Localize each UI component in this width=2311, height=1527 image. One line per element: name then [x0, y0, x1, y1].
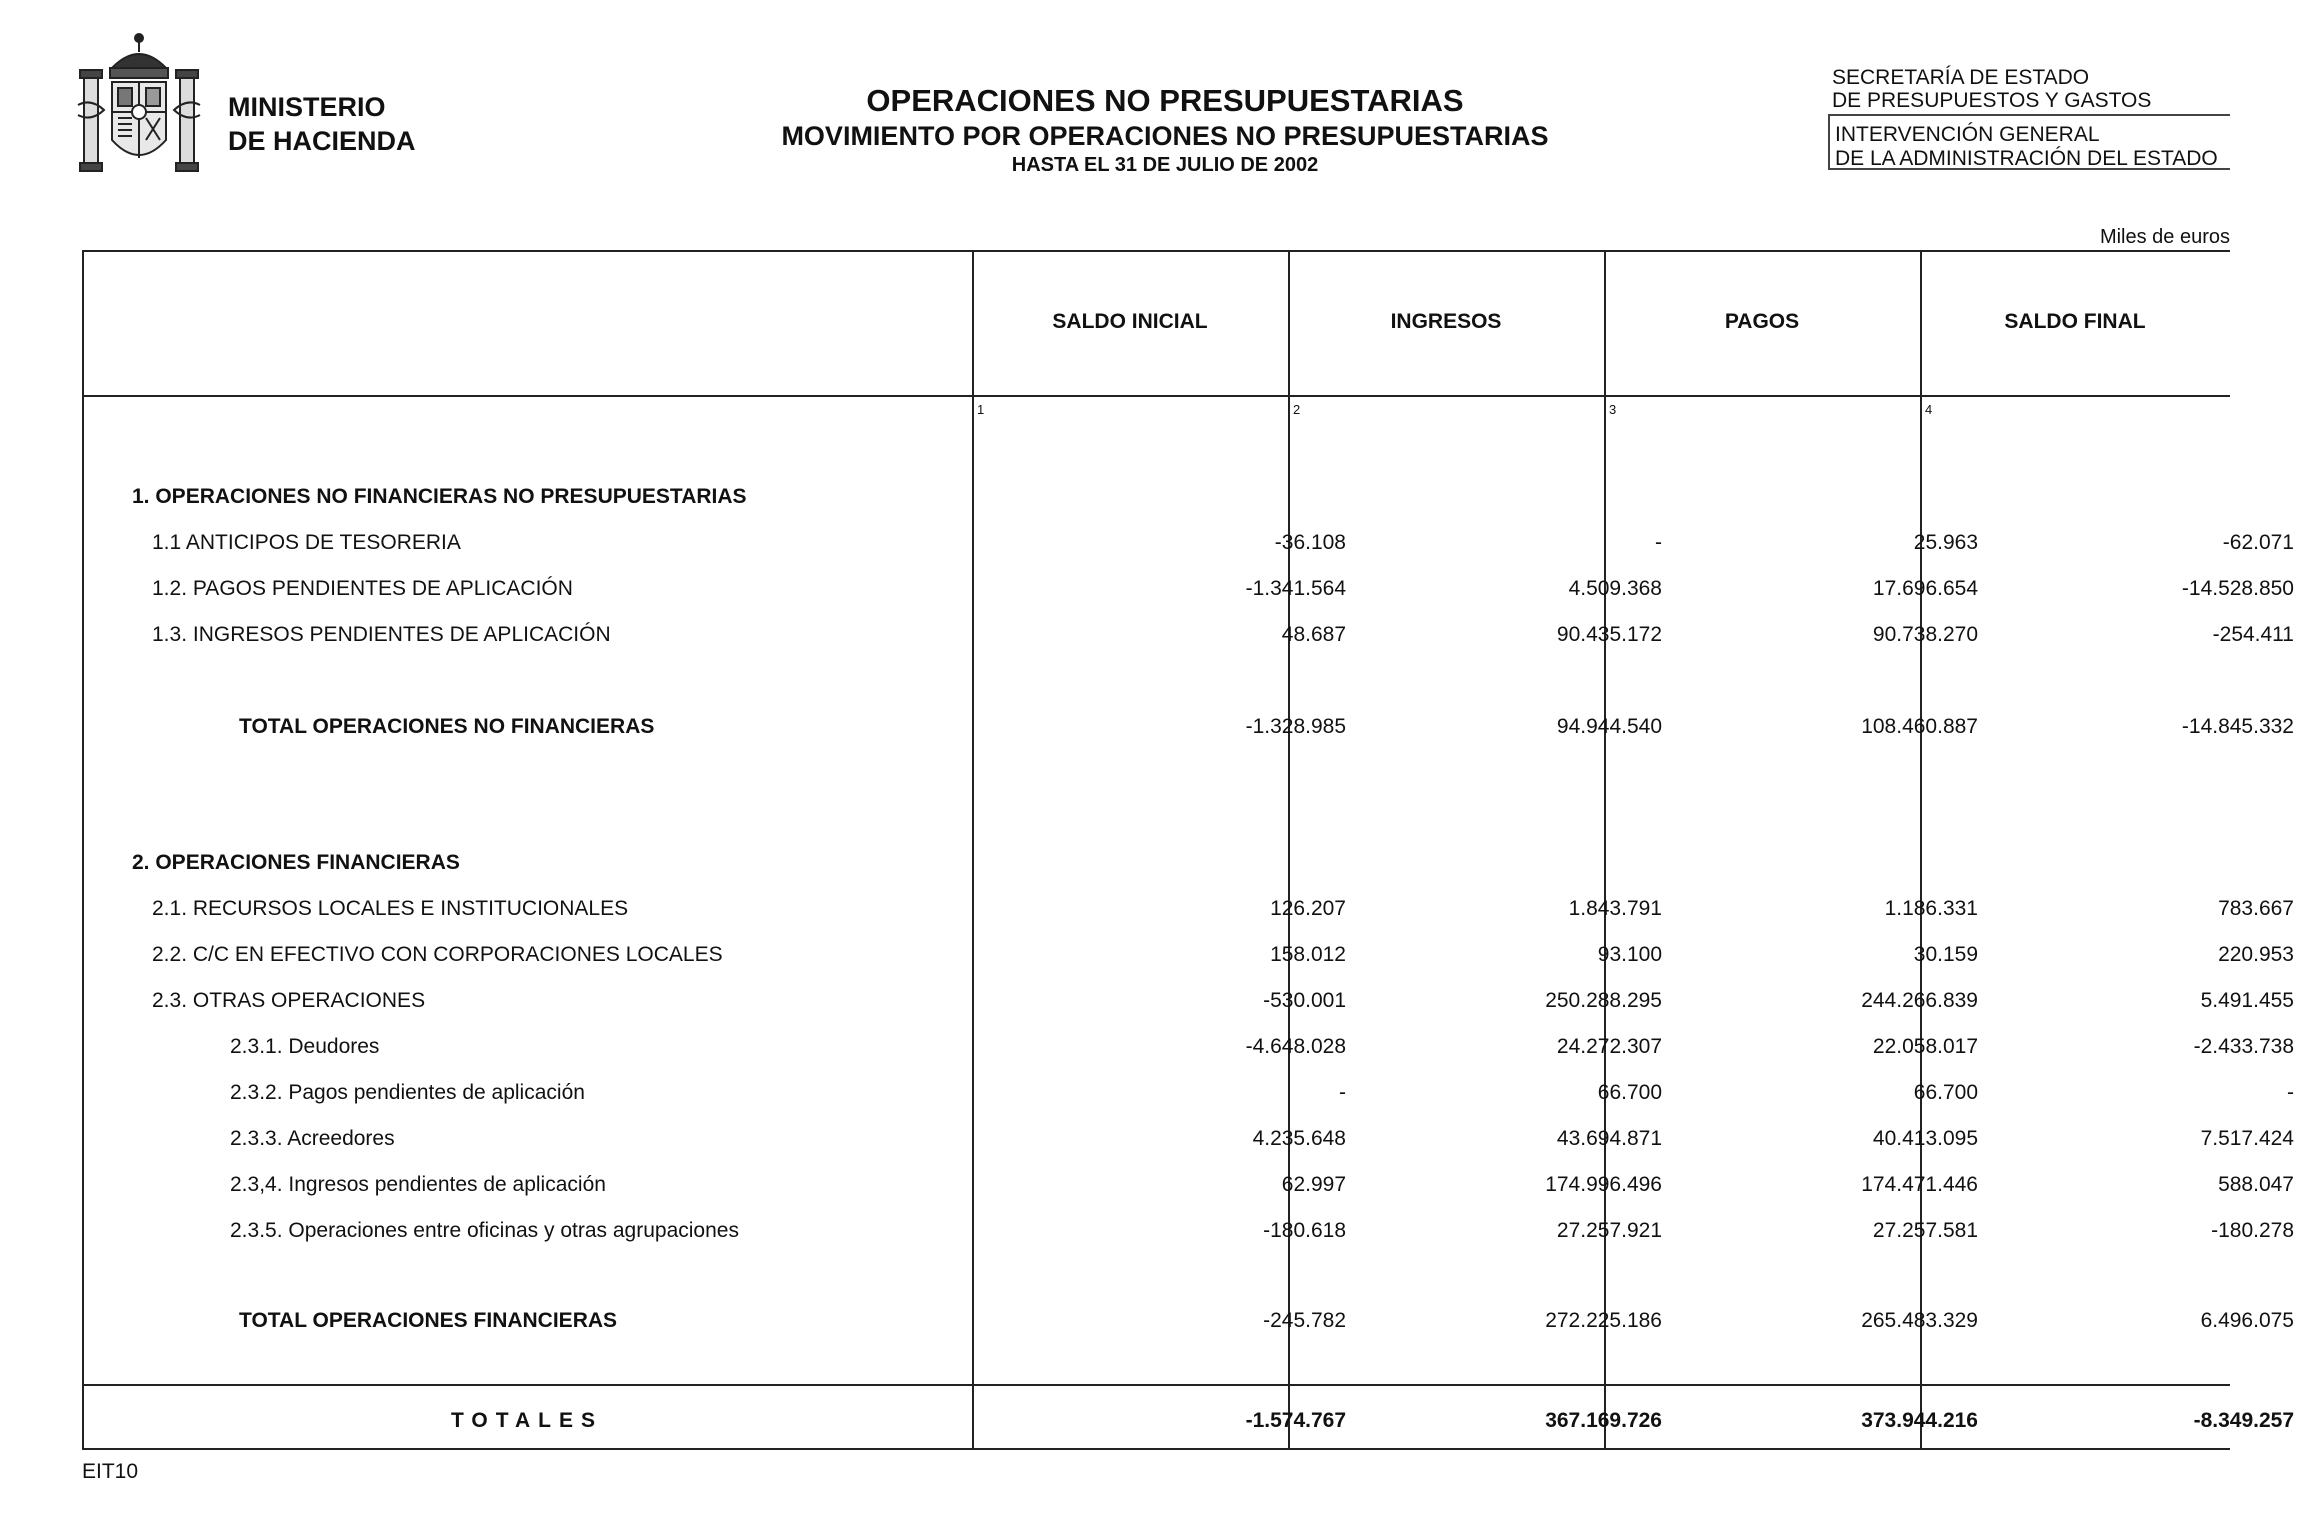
intervencion-block: [1828, 114, 2230, 170]
cell-ingresos: 93.100: [1597, 943, 1662, 966]
table-top-border: [82, 250, 2230, 252]
cell-saldo-inicial: -1.328.985: [1245, 715, 1346, 738]
cell-saldo-final: 783.667: [2218, 897, 2294, 920]
cell-saldo-inicial: 126.207: [1270, 897, 1346, 920]
cell-ingresos: 24.272.307: [1556, 1035, 1662, 1058]
ministry-line1: MINISTERIO: [228, 92, 386, 122]
table-row: [82, 1209, 2294, 1249]
row-label: 2.3.1. Deudores: [230, 1035, 380, 1058]
cell-ingresos: 66.700: [1597, 1081, 1662, 1104]
ministry-name: [228, 90, 416, 158]
intervencion-line2: DE LA ADMINISTRACIÓN DEL ESTADO: [1835, 147, 2218, 170]
cell-saldo-inicial: 62.997: [1281, 1173, 1346, 1196]
total-saldo-final: -8.349.257: [2193, 1409, 2294, 1432]
cell-pagos: 1.186.331: [1884, 897, 1978, 920]
table-row: [82, 613, 2294, 653]
table-row: [82, 1025, 2294, 1065]
cell-saldo-inicial: -: [1339, 1081, 1346, 1104]
cell-saldo-final: -180.278: [2211, 1219, 2294, 1242]
coat-of-arms-icon: [74, 30, 204, 185]
secretaria-block: [1832, 66, 2232, 112]
total-ingresos: 367.169.726: [1545, 1409, 1662, 1432]
table-row: [82, 521, 2294, 561]
table-bottom-border: [82, 1448, 2230, 1450]
total-saldo-inicial: -1.574.767: [1245, 1409, 1346, 1432]
cell-saldo-inicial: -4.648.028: [1245, 1035, 1346, 1058]
intervencion-line1: INTERVENCIÓN GENERAL: [1835, 123, 2100, 146]
row-label: 2.3.2. Pagos pendientes de aplicación: [230, 1081, 585, 1104]
cell-pagos: 40.413.095: [1872, 1127, 1978, 1150]
cell-pagos: 22.058.017: [1872, 1035, 1978, 1058]
column-header-saldo-inicial: SALDO INICIAL: [1052, 310, 1208, 333]
total-pagos: 373.944.216: [1861, 1409, 1978, 1432]
cell-ingresos: 174.996.496: [1545, 1173, 1662, 1196]
column-number: 4: [1925, 402, 1933, 417]
secretaria-line2: DE PRESUPUESTOS Y GASTOS: [1832, 89, 2152, 112]
cell-ingresos: 94.944.540: [1556, 715, 1662, 738]
totals-top-border: [82, 1384, 2230, 1386]
cell-saldo-final: -14.528.850: [2181, 577, 2294, 600]
cell-pagos: 90.738.270: [1872, 623, 1978, 646]
cell-ingresos: 90.435.172: [1556, 623, 1662, 646]
table-row: [82, 979, 2294, 1019]
report-subtitle: MOVIMIENTO POR OPERACIONES NO PRESUPUESTARIAS: [781, 121, 1549, 151]
cell-pagos: 265.483.329: [1861, 1309, 1978, 1332]
cell-pagos: 25.963: [1913, 531, 1978, 554]
cell-saldo-final: -: [2287, 1081, 2294, 1104]
cell-pagos: 17.696.654: [1872, 577, 1978, 600]
subtotal-row: [82, 1299, 2294, 1339]
row-label: 2.2. C/C EN EFECTIVO CON CORPORACIONES LOCALES: [152, 943, 723, 966]
table-row: [82, 1163, 2294, 1203]
report-title: OPERACIONES NO PRESUPUESTARIAS: [866, 83, 1464, 118]
totals-label: TOTALES: [450, 1409, 604, 1432]
cell-saldo-inicial: -36.108: [1274, 531, 1346, 554]
cell-saldo-inicial: -1.341.564: [1245, 577, 1346, 600]
row-label: 1.2. PAGOS PENDIENTES DE APLICACIÓN: [152, 577, 573, 600]
cell-saldo-final: -14.845.332: [2181, 715, 2294, 738]
row-label: 2.3. OTRAS OPERACIONES: [152, 989, 426, 1012]
row-label: 2.3.5. Operaciones entre oficinas y otras agrupaciones: [230, 1219, 739, 1242]
column-header-saldo-final: SALDO FINAL: [2004, 310, 2146, 333]
cell-ingresos: 43.694.871: [1556, 1127, 1662, 1150]
cell-pagos: 244.266.839: [1861, 989, 1978, 1012]
table-row: [82, 933, 2294, 973]
row-label: 1.1 ANTICIPOS DE TESORERIA: [152, 531, 461, 554]
header-bottom-border: [82, 395, 2230, 397]
column-number: 1: [977, 402, 985, 417]
cell-pagos: 108.460.887: [1861, 715, 1978, 738]
cell-pagos: 66.700: [1913, 1081, 1978, 1104]
totals-row: [82, 1399, 2294, 1439]
cell-saldo-inicial: 4.235.648: [1252, 1127, 1346, 1150]
table-row: [82, 1117, 2294, 1157]
cell-saldo-inicial: 48.687: [1281, 623, 1346, 646]
operations-table: [82, 250, 2294, 1450]
form-code: EIT10: [82, 1460, 139, 1483]
row-label: TOTAL OPERACIONES FINANCIERAS: [239, 1309, 618, 1332]
table-row: [82, 841, 2230, 881]
cell-saldo-inicial: -180.618: [1263, 1219, 1346, 1242]
row-label: TOTAL OPERACIONES NO FINANCIERAS: [239, 715, 655, 738]
column-header-ingresos: INGRESOS: [1390, 310, 1502, 333]
row-label: 1.3. INGRESOS PENDIENTES DE APLICACIÓN: [152, 623, 611, 646]
cell-saldo-final: 588.047: [2218, 1173, 2294, 1196]
units-label: Miles de euros: [2099, 226, 2230, 248]
row-label: 2.3.3. Acreedores: [230, 1127, 395, 1150]
cell-ingresos: -: [1655, 531, 1662, 554]
subtotal-row: [82, 705, 2294, 745]
cell-saldo-final: 7.517.424: [2200, 1127, 2294, 1150]
table-row: [82, 567, 2294, 607]
table-row: [82, 475, 2230, 515]
report-date: HASTA EL 31 DE JULIO DE 2002: [1011, 154, 1319, 176]
cell-pagos: 27.257.581: [1872, 1219, 1978, 1242]
cell-ingresos: 1.843.791: [1568, 897, 1662, 920]
cell-saldo-final: 6.496.075: [2200, 1309, 2294, 1332]
cell-saldo-final: 5.491.455: [2200, 989, 2294, 1012]
table-row: [82, 1071, 2294, 1111]
row-label: 1. OPERACIONES NO FINANCIERAS NO PRESUPUESTARIAS: [132, 485, 747, 508]
cell-saldo-final: -254.411: [2212, 623, 2294, 646]
cell-ingresos: 272.225.186: [1545, 1309, 1662, 1332]
row-label: 2. OPERACIONES FINANCIERAS: [132, 851, 460, 874]
cell-saldo-final: -2.433.738: [2193, 1035, 2294, 1058]
cell-saldo-final: 220.953: [2218, 943, 2294, 966]
row-label: 2.3,4. Ingresos pendientes de aplicación: [230, 1173, 606, 1196]
cell-pagos: 174.471.446: [1861, 1173, 1978, 1196]
cell-ingresos: 27.257.921: [1556, 1219, 1662, 1242]
column-number: 3: [1609, 402, 1617, 417]
table-row: [82, 887, 2294, 927]
cell-saldo-final: -62.071: [2222, 531, 2294, 554]
cell-saldo-inicial: 158.012: [1270, 943, 1346, 966]
row-label: 2.1. RECURSOS LOCALES E INSTITUCIONALES: [152, 897, 629, 920]
report-titles: [620, 82, 1710, 178]
secretaria-line1: SECRETARÍA DE ESTADO: [1832, 66, 2090, 89]
column-number: 2: [1293, 402, 1301, 417]
ministry-line2: DE HACIENDA: [228, 126, 416, 156]
cell-saldo-inicial: -530.001: [1263, 989, 1346, 1012]
cell-pagos: 30.159: [1913, 943, 1978, 966]
cell-ingresos: 4.509.368: [1568, 577, 1662, 600]
cell-saldo-inicial: -245.782: [1263, 1309, 1346, 1332]
column-header-pagos: PAGOS: [1724, 310, 1800, 333]
cell-ingresos: 250.288.295: [1545, 989, 1662, 1012]
